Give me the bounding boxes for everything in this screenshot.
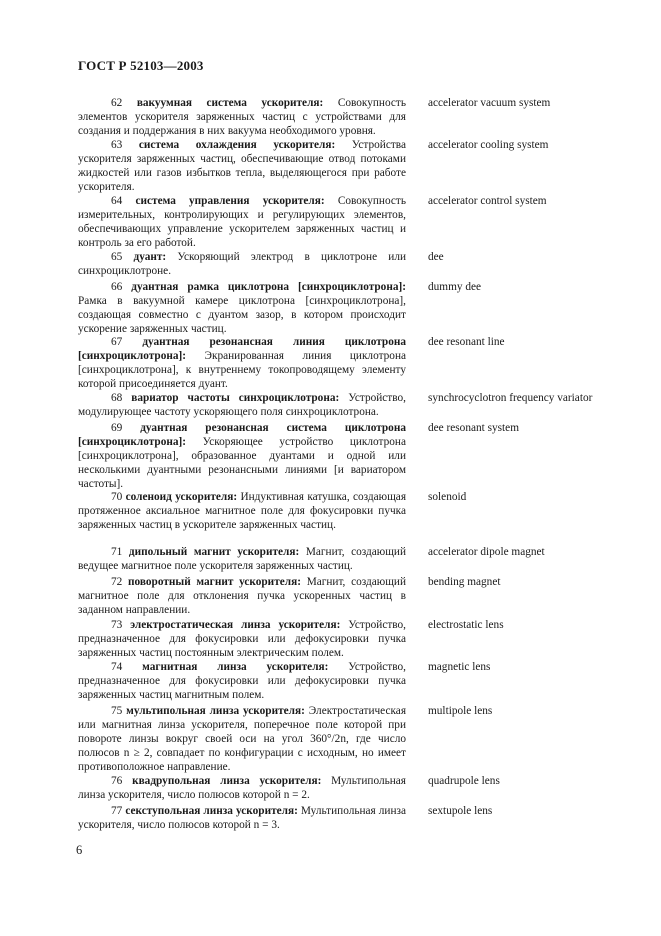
entry-term: вакуумная система ускорителя: bbox=[136, 97, 324, 109]
entry-number: 62 bbox=[111, 97, 123, 109]
entry-definition: Устройства ускорителя заряженных частиц, обеспечивающие отвод потоками жидкостей или газов избытков тепла, выделяющегося при работе ускорителя. bbox=[78, 139, 407, 193]
entry-term: соленоид ускорителя: bbox=[125, 491, 238, 503]
entry-term: дипольный магнит ускорителя: bbox=[128, 546, 300, 558]
entry-ru bbox=[78, 546, 406, 574]
entry-term: электростатическая линза ускорителя: bbox=[130, 619, 341, 631]
entry-definition: Магнит, создающий магнитное поле для отклонения пучка ускоренных частиц в заданном направлении. bbox=[78, 576, 406, 616]
entry-term: квадрупольная линза ускорителя: bbox=[132, 775, 322, 787]
entry-english: dee bbox=[428, 251, 444, 263]
entry-ru bbox=[78, 392, 406, 420]
entry-term: магнитная линза ускорителя: bbox=[142, 661, 329, 673]
entry-definition: Экранированная линия циклотрона [синхроциклотрона], к внутреннему токопроводящему элементу которой присоединяется дуант. bbox=[78, 349, 407, 390]
entry-definition: Устройство, предназначенное для фокусировки или дефокусировки пучка заряженных частиц магнитным полем. bbox=[78, 661, 406, 701]
entry-term: дуантная рамка циклотрона [синхроциклотрона]: bbox=[131, 281, 407, 293]
entry-definition: Устройство, предназначенное для фокусировки или дефокусировки пучка заряженных частиц постоянным электрическим полем. bbox=[78, 619, 407, 659]
entry-ru bbox=[78, 422, 406, 492]
entry-number: 73 bbox=[111, 619, 123, 631]
entry-number: 68 bbox=[111, 392, 123, 404]
entry-english: multipole lens bbox=[428, 705, 493, 717]
entry-ru bbox=[78, 661, 406, 703]
entry-ru bbox=[78, 775, 406, 803]
entry-english: quadrupole lens bbox=[428, 775, 500, 787]
entry-english: accelerator vacuum system bbox=[428, 97, 551, 109]
entry-term: мультипольная линза ускорителя: bbox=[126, 705, 305, 717]
entry-definition: Мультипольная линза ускорителя, число полюсов которой n = 2. bbox=[78, 775, 406, 801]
entry-definition: Магнит, создающий ведущее магнитное поле ускорителя заряженных частиц. bbox=[78, 546, 407, 572]
entry-ru bbox=[78, 139, 406, 195]
entry-definition: Совокупность элементов ускорителя заряженных частиц с устройствами для создания и поддержания в них вакуума необходимого уровня. bbox=[78, 97, 407, 137]
entry-ru bbox=[78, 336, 406, 392]
entry-english: accelerator control system bbox=[428, 195, 547, 207]
entry-number: 76 bbox=[111, 775, 123, 787]
entry-english: bending magnet bbox=[428, 576, 501, 588]
entry-english: sextupole lens bbox=[428, 805, 493, 817]
entry-english: accelerator dipole magnet bbox=[428, 546, 545, 558]
entry-term: секступольная линза ускорителя: bbox=[125, 805, 298, 817]
entry-ru bbox=[78, 619, 406, 661]
entry-number: 70 bbox=[111, 491, 123, 503]
entry-definition: Рамка в вакуумной камере циклотрона [синхроциклотрона], создающая совместно с дуантом зазор, в котором происходит ускорение заряженных частиц. bbox=[78, 294, 406, 335]
entry-definition: Ускоряющее устройство циклотрона [синхроциклотрона], образованное дуантами и одной или несколькими дуантными резонансными линиями [и вариатором частоты]. bbox=[78, 435, 406, 490]
entry-ru bbox=[78, 491, 406, 533]
entry-number: 66 bbox=[111, 281, 123, 293]
entry-definition: Мультипольная линза ускорителя, число полюсов которой n = 3. bbox=[78, 805, 406, 831]
entry-number: 67 bbox=[111, 336, 123, 348]
entry-number: 69 bbox=[111, 422, 123, 434]
entry-number: 64 bbox=[111, 195, 123, 207]
entry-ru bbox=[78, 97, 406, 139]
entry-term: дуантная резонансная линия циклотрона [синхроциклотрона]: bbox=[78, 336, 406, 362]
entry-english: accelerator cooling system bbox=[428, 139, 549, 151]
entry-ru bbox=[78, 705, 406, 775]
entry-term: дуантная резонансная система циклотрона [синхроциклотрона]: bbox=[78, 422, 406, 448]
entry-english: dee resonant system bbox=[428, 422, 519, 434]
entry-ru bbox=[78, 251, 406, 279]
entry-english: dee resonant line bbox=[428, 336, 505, 348]
entry-definition: Устройство, модулирующее частоту ускоряющего поля синхроциклотрона. bbox=[78, 392, 406, 418]
entry-ru bbox=[78, 281, 406, 337]
entry-definition: Индуктивная катушка, создающая протяженное аксиальное магнитное поле для фокусировки пучка заряженных частиц в ускорителе заряженных частиц. bbox=[78, 491, 407, 531]
entry-number: 65 bbox=[111, 251, 123, 263]
entry-english: electrostatic lens bbox=[428, 619, 504, 631]
entry-english: solenoid bbox=[428, 491, 467, 503]
entry-definition: Электростатическая или магнитная линза ускорителя, поперечное поле которой при повороте линзы вокруг своей оси на угол 360°/2n, где число полюсов n ≥ 2, совпадает по конфигурации с исходным, но имеет противоположное направление. bbox=[78, 705, 407, 773]
entry-ru bbox=[78, 805, 406, 833]
entry-term: дуант: bbox=[133, 251, 167, 263]
page-header: ГОСТ Р 52103—2003 bbox=[78, 58, 204, 73]
entry-english: synchrocyclotron frequency variator bbox=[428, 392, 593, 404]
entry-term: система управления ускорителя: bbox=[135, 195, 325, 207]
entry-number: 74 bbox=[111, 661, 123, 673]
entry-ru bbox=[78, 195, 406, 251]
entry-number: 77 bbox=[111, 805, 123, 817]
entry-english: magnetic lens bbox=[428, 661, 491, 673]
entry-ru bbox=[78, 576, 406, 618]
entry-term: поворотный магнит ускорителя: bbox=[128, 576, 301, 588]
page-number: 6 bbox=[76, 843, 83, 857]
entry-english: dummy dee bbox=[428, 281, 482, 293]
entry-number: 75 bbox=[111, 705, 123, 717]
entry-number: 72 bbox=[111, 576, 123, 588]
entry-definition: Ускоряющий электрод в циклотроне или синхроциклотроне. bbox=[78, 251, 407, 277]
entry-term: вариатор частоты синхроциклотрона: bbox=[131, 392, 340, 404]
entry-number: 71 bbox=[111, 546, 123, 558]
entry-term: система охлаждения ускорителя: bbox=[138, 139, 336, 151]
entry-number: 63 bbox=[111, 139, 123, 151]
entry-definition: Совокупность измерительных, контролирующих и регулирующих элементов, обеспечивающих управление ускорителем заряженных частиц и контроль за его работой. bbox=[78, 195, 407, 249]
